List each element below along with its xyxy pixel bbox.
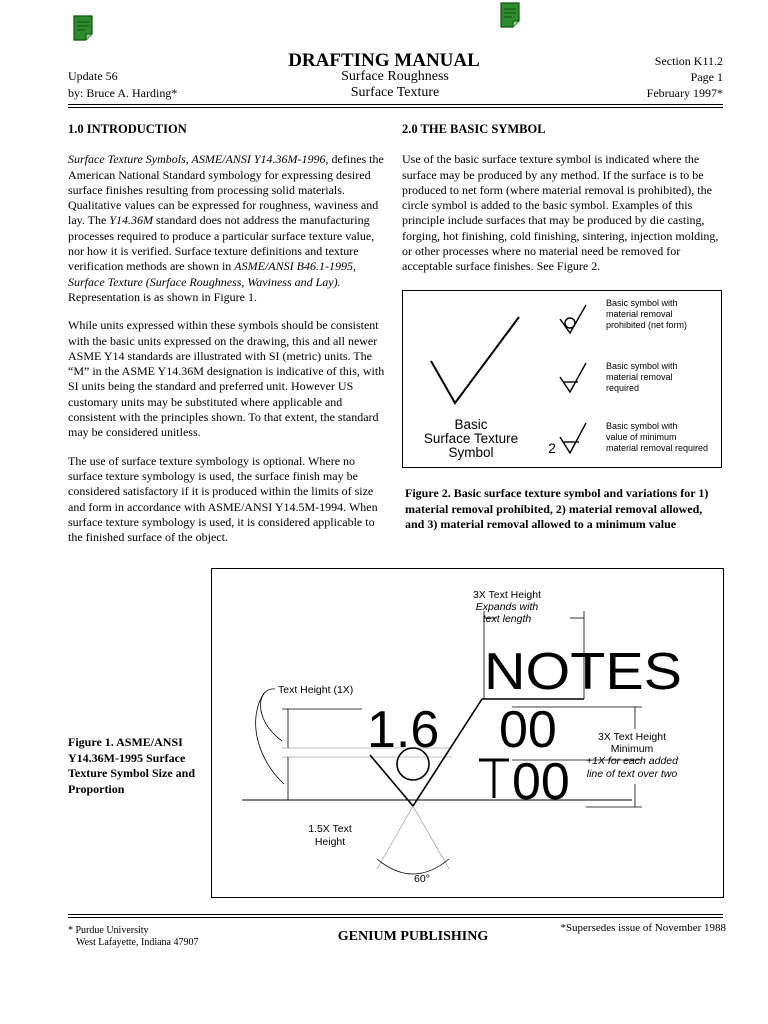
subject-line-2: Surface Texture (350, 85, 440, 100)
variant-description: Basic symbol with (606, 361, 678, 371)
header-divider (68, 107, 723, 108)
notes-text: NOTES (484, 643, 682, 701)
note-icon[interactable] (73, 15, 93, 41)
dimension-label: text length (482, 613, 532, 625)
figure-label: Symbol (448, 445, 494, 460)
page-number: Page 1 (690, 70, 723, 84)
dimension-label: 3X Text Height (597, 731, 667, 743)
variant-description: Basic symbol with (606, 421, 678, 431)
variant-description: value of minimum (606, 432, 677, 442)
roughness-value: 00 (499, 701, 557, 759)
publisher-name: GENIUM PUBLISHING (337, 929, 489, 944)
variant-description: material removal (606, 309, 673, 319)
roughness-value: 1.6 (367, 701, 440, 759)
variant-description: prohibited (net form) (606, 320, 688, 330)
paragraph: The use of surface texture symbology is optional. Where no surface texture symbology is used, the surface finish may be considered satisfactory if it is produced within the limits of size and form in accordance with ASME/ANSI Y14.5M-1994. When surface texture symbology is used, it is considered applicable to the finished surface of the object. (68, 453, 378, 545)
paragraph: Surface Texture Symbols, ASME/ANSI Y14.36M-1996, defines the American National Standard symbology for expressing desired surface finishes resulting from processing solid materials. Qualitative values can be expressed for roughness, waviness and lay. The Y14.36M standard does not address the manufacturing processes required to produce a particular surface texture value, nor how it is verified. Surface texture definitions and texture verification methods are shown in ASME/ANSI B46.1-1995, Surface Texture (Surface Roughness, Waviness and Lay). Representation is as shown in Figure 1. (68, 152, 384, 304)
removal-required-symbol (560, 363, 586, 392)
header-divider (68, 104, 723, 105)
dimension-label: line of text over two (586, 768, 678, 780)
paragraph: While units expressed within these symbols should be consistent with the basic units expressed on the drawing, this and all newer ASME Y14 standards are illustrated with SI (metric) units. The “M” in the ASME Y14.36M designation is indicative of this, with SI units being the standard and preferred unit. However US customary units may be substituted where applicable and consistent with the principles shown. To that extent, the standard may be considered unitless. (68, 318, 385, 440)
dimension-label: Minimum (610, 743, 654, 755)
section-label: Section K11.2 (654, 54, 723, 68)
dimension-label: 3X Text Height (472, 589, 542, 601)
footer-divider (68, 917, 723, 918)
author-label: by: Bruce A. Harding* (68, 86, 178, 100)
dimension-label: Text Height (1X) (278, 684, 354, 696)
variant-description: material removal (606, 372, 673, 382)
angle-label: 60° (414, 873, 430, 885)
minimum-removal-symbol (560, 423, 586, 453)
minimum-value: 2 (548, 440, 556, 456)
figure-2 (402, 290, 722, 468)
figure-label: Basic (454, 417, 488, 432)
section-heading: 1.0 INTRODUCTION (68, 122, 187, 136)
page-title: DRAFTING MANUAL (288, 50, 480, 71)
figure-2-caption: Figure 2. Basic surface texture symbol and variations for 1) material removal prohibited, 2) material removal allowed, and 3) material removal allowed to a minimum value (405, 486, 709, 531)
variant-description: Basic symbol with (606, 298, 678, 308)
footer-address: West Lafayette, Indiana 47907 (76, 937, 199, 948)
figure-1-caption: Figure 1. ASME/ANSI Y14.36M-1995 Surface Texture Symbol Size and Proportion (68, 735, 196, 796)
figure-1 (211, 568, 724, 898)
variant-description: required (606, 383, 640, 393)
circle-symbol (565, 318, 575, 328)
roughness-value: 00 (512, 753, 570, 811)
subject-line-1: Surface Roughness (341, 69, 449, 84)
dimension-label: Expands with (475, 601, 539, 613)
dimension-label: +1X for each added (586, 755, 678, 767)
supersedes-note: *Supersedes issue of November 1988 (560, 922, 726, 934)
variant-description: material removal required (606, 443, 709, 453)
footer-divider (68, 914, 723, 915)
dimension-label: Height (314, 836, 346, 848)
figure-label: Surface Texture (423, 431, 519, 446)
basic-symbol-large (431, 317, 519, 403)
section-heading: 2.0 THE BASIC SYMBOL (402, 122, 546, 136)
note-icon[interactable] (500, 2, 520, 28)
update-label: Update 56 (68, 69, 118, 83)
paragraph: Use of the basic surface texture symbol is indicated where the surface may be produced by any method. If the surface is to be produced to net form (where material removal is prohibited), the circle symbol is added to the basic symbol. Examples of this principle include surfaces that may be produced by die casting, forging, hot finishing, cold finishing, sintering, injection molding, or other processes where no material need be removed for acceptable surface finishes. See Figure 2. (402, 152, 719, 274)
introduction-section (68, 122, 388, 558)
basic-symbol-section (402, 122, 720, 288)
dimension-label: 1.5X Text (308, 823, 352, 835)
issue-date: February 1997* (646, 86, 723, 100)
footer-affiliation: * Purdue University (68, 925, 149, 936)
